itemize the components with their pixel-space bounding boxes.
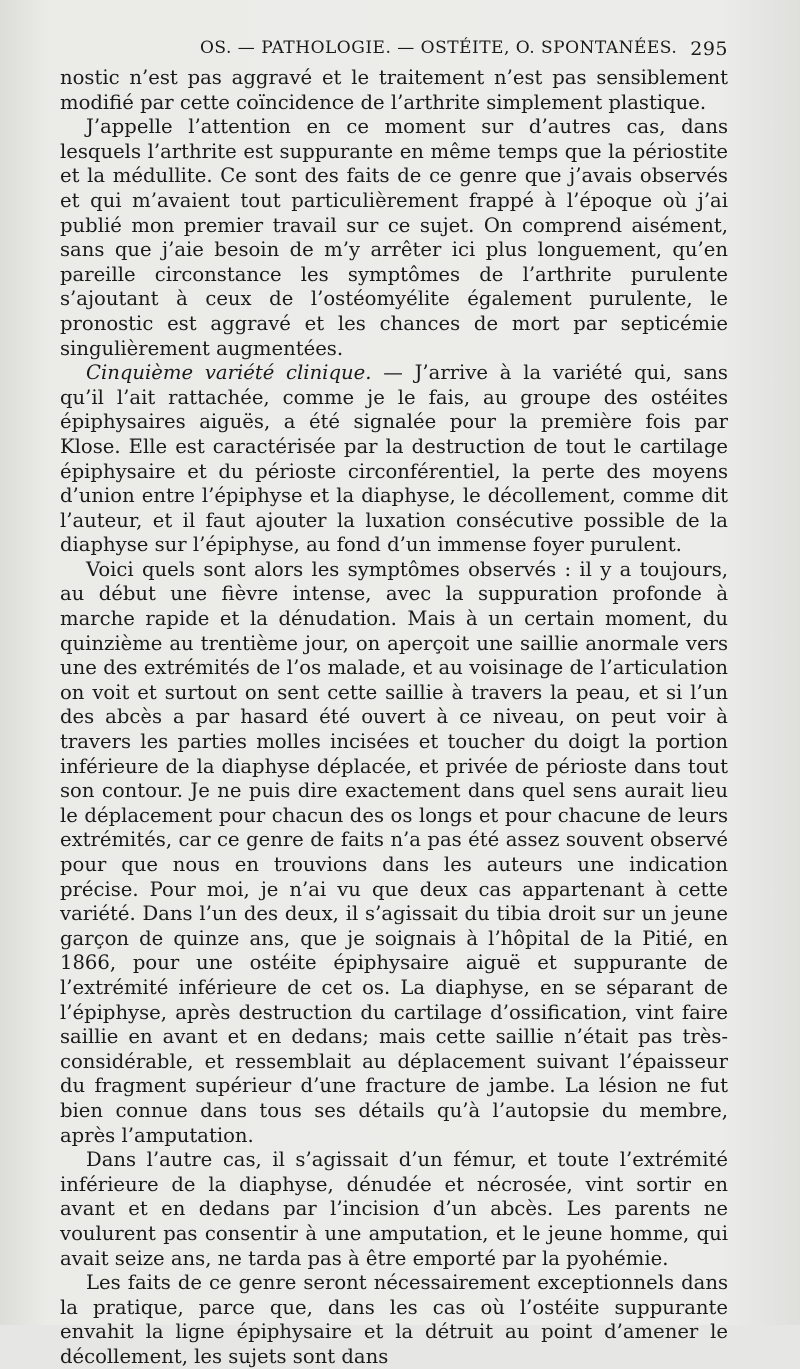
paragraph-text: Voici quels sont alors les symptômes observés : il y a toujours, au début une fièvre intense, avec la suppuration profonde à marche rapide et la dénudation. Mais à un certain moment, du quinzième au trentième jour, on aperçoit une saillie anormale vers une des extrémités de l’os malade, et au voisinage de l’articulation on voit et surtout on sent cette saillie à travers la peau, et si l’un des abcès a par hasard été ouvert à ce niveau, on peut voir à travers les parties molles incisées et toucher du doigt la portion inférieure de la diaphyse déplacée, et privée de périoste dans tout son contour. Je ne puis dire exactement dans quel sens aurait lieu le déplacement pour chacun des os longs et pour chacune de leurs extrémités, car ce genre de faits n’a pas été assez souvent observé pour que nous en trouvions dans les auteurs une indication précise. Pour moi, je n’ai vu que deux cas appartenant à cette variété. Dans l’un des deux, il s’agissait du tibia droit sur un jeune garçon de quinze ans, que je soignais à l’hôpital de la Pitié, en 1866, pour une ostéite épiphysaire aiguë et suppurante de l’extrémité inférieure de cet os. La diaphyse, en se séparant de l’épiphyse, après destruction du cartilage d’ossification, vint faire saillie en avant et en dedans; mais cette saillie n’était pas très-considérable, et ressemblait au déplacement suivant l’épaisseur du fragment supérieur d’une fracture de jambe. La lésion ne fut bien connue dans tous ses détails qu’à l’autopsie du membre, après l’amputation.	[60, 557, 728, 1147]
paragraph	[60, 1148, 728, 1271]
paragraph-continued	[60, 66, 728, 115]
paragraph-text: Les faits de ce genre seront nécessairement exceptionnels dans la pratique, parce que, dans les cas où l’ostéite suppurante envahit la ligne épiphysaire et la détruit au point d’amener le décollement, les sujets sont dans	[60, 1271, 728, 1368]
paragraph-text: — J’arrive à la variété qui, sans qu’il l’ait rattachée, comme je le fais, au groupe des ostéites épiphysaires aiguës, a été signalée pour la première fois par Klose. Elle est caractérisée par la destruction de tout le cartilage épiphysaire et du périoste circonférentiel, la perte des moyens d’union entre l’épiphyse et la diaphyse, le décollement, comme dit l’auteur, et il faut ajouter la luxation consécutive possible de la diaphyse sur l’épiphyse, au fond d’un immense foyer purulent.	[60, 361, 728, 557]
page-number: 295	[690, 38, 728, 60]
paragraph-text: J’appelle l’attention en ce moment sur d’autres cas, dans lesquels l’arthrite est suppurante en même temps que la périostite et la médullite. Ce sont des faits de ce genre que j’avais observés et qui m’avaient tout particulièrement frappé à l’époque où j’ai publié mon premier travail sur ce sujet. On comprend aisément, sans que j’aie besoin de m’y arrêter ici plus longuement, qu’en pareille circonstance les symptômes de l’arthrite purulente s’ajoutant à ceux de l’ostéomyélite également purulente, le pronostic est aggravé et les chances de mort par septicémie singulièrement augmentées.	[60, 115, 728, 360]
running-head	[60, 38, 728, 64]
paragraph	[60, 558, 728, 1148]
paragraph	[60, 1271, 728, 1369]
paragraph	[60, 361, 728, 558]
paragraph-text: Dans l’autre cas, il s’agissait d’un fémur, et toute l’extrémité inférieure de la diaphyse, dénudée et nécrosée, vint sortir en avant et en dedans par l’incision d’un abcès. Les parents ne voulurent pas consentir à une amputation, et le jeune homme, qui avait seize ans, ne tarda pas à être emporté par la pyohémie.	[60, 1148, 728, 1270]
section-lead-italic: Cinquième variété clinique.	[86, 361, 372, 385]
paragraph	[60, 115, 728, 361]
running-head-title: OS. — PATHOLOGIE. — OSTÉITE, O. SPONTANÉES.	[200, 38, 678, 58]
paragraph-text: nostic n’est pas aggravé et le traitement n’est pas sensiblement modifié par cette coïncidence de l’arthrite simplement plastique.	[60, 66, 728, 114]
body-text	[60, 66, 728, 1369]
